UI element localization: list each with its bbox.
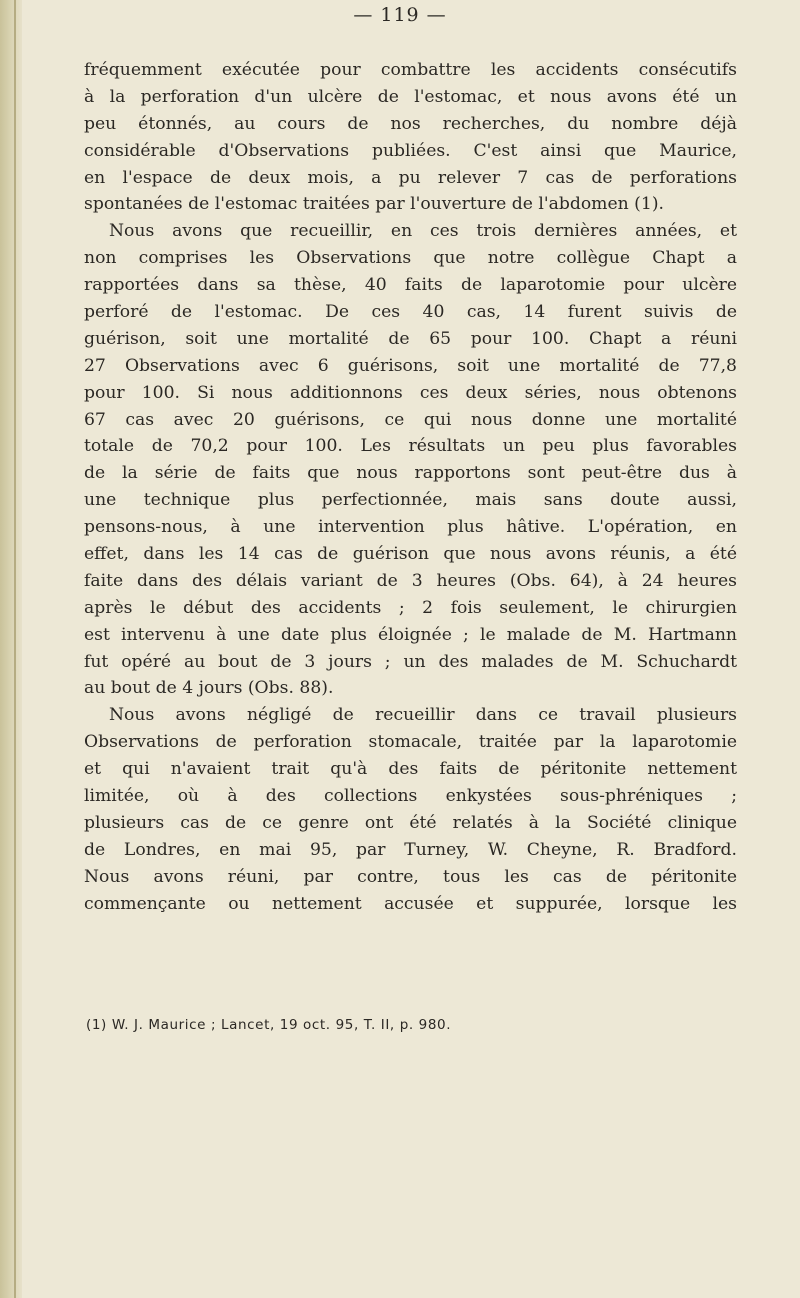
text-line: en l'espace de deux mois, a pu relever 7 cas de perforations — [84, 167, 737, 188]
footnote: (1) W. J. Maurice ; Lancet, 19 oct. 95, T. II, p. 980. — [86, 1017, 452, 1033]
text-line: faite dans des délais variant de 3 heures (Obs. 64), à 24 heures — [84, 570, 737, 591]
text-line: spontanées de l'estomac traitées par l'ouverture de l'abdomen (1). — [84, 194, 664, 215]
text-line: après le début des accidents ; 2 fois seulement, le chirurgien — [84, 597, 737, 618]
text-line: fut opéré au bout de 3 jours ; un des malades de M. Schuchardt — [84, 651, 737, 672]
text-line: Nous avons que recueillir, en ces trois dernières années, et — [109, 221, 737, 242]
text-line: non comprises les Observations que notre collègue Chapt a — [84, 248, 737, 269]
text-line: commençante ou nettement accusée et suppurée, lorsque les — [84, 893, 737, 914]
page-number: — 119 — — [353, 4, 447, 26]
text-line: 67 cas avec 20 guérisons, ce qui nous donne une mortalité — [84, 409, 737, 430]
text-line: de Londres, en mai 95, par Turney, W. Cheyne, R. Bradford. — [84, 839, 737, 860]
text-line: pour 100. Si nous additionnons ces deux séries, nous obtenons — [84, 382, 737, 403]
text-line: Observations de perforation stomacale, traitée par la laparotomie — [84, 732, 737, 753]
book-spine-edge — [0, 0, 22, 1298]
text-line: perforé de l'estomac. De ces 40 cas, 14 furent suivis de — [84, 302, 737, 323]
text-line: une technique plus perfectionnée, mais sans doute aussi, — [84, 490, 737, 511]
text-line: à la perforation d'un ulcère de l'estomac, et nous avons été un — [84, 86, 737, 107]
text-line: pensons-nous, à une intervention plus hâtive. L'opération, en — [84, 517, 737, 538]
text-line: rapportées dans sa thèse, 40 faits de laparotomie pour ulcère — [84, 275, 737, 296]
text-line: limitée, où à des collections enkystées sous-phréniques ; — [84, 786, 737, 807]
book-binding-line — [14, 0, 16, 1298]
body-text — [84, 57, 737, 918]
text-line: et qui n'avaient trait qu'à des faits de péritonite nettement — [84, 759, 737, 780]
text-line: est intervenu à une date plus éloignée ; le malade de M. Hartmann — [84, 624, 737, 645]
text-line: considérable d'Observations publiées. C'est ainsi que Maurice, — [84, 140, 737, 161]
text-line: Nous avons réuni, par contre, tous les cas de péritonite — [84, 866, 737, 887]
text-line: Nous avons négligé de recueillir dans ce travail plusieurs — [109, 705, 737, 726]
text-line: plusieurs cas de ce genre ont été relatés à la Société clinique — [84, 812, 737, 833]
text-line: totale de 70,2 pour 100. Les résultats un peu plus favorables — [84, 436, 737, 457]
text-line: de la série de faits que nous rapportons sont peut-être dus à — [84, 463, 737, 484]
text-line: 27 Observations avec 6 guérisons, soit une mortalité de 77,8 — [84, 355, 737, 376]
text-line: au bout de 4 jours (Obs. 88). — [84, 678, 334, 699]
text-line: guérison, soit une mortalité de 65 pour 100. Chapt a réuni — [84, 328, 737, 349]
text-line: peu étonnés, au cours de nos recherches, du nombre déjà — [84, 113, 737, 134]
text-line: effet, dans les 14 cas de guérison que nous avons réunis, a été — [84, 544, 737, 565]
text-line: fréquemment exécutée pour combattre les accidents consécutifs — [84, 60, 737, 80]
